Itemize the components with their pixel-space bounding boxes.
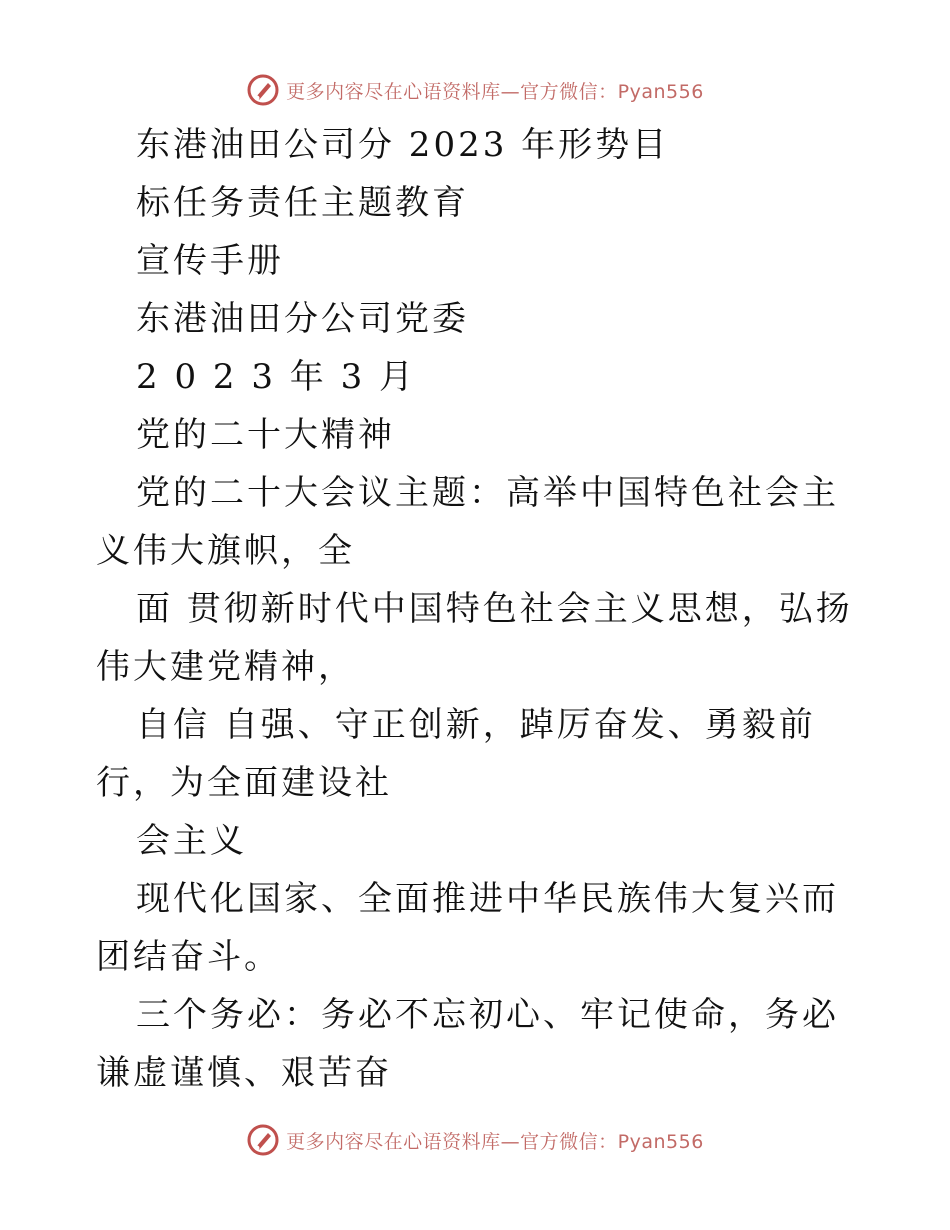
paragraph: 现代化国家、全面推进中华民族伟大复兴而团结奋斗。 [96, 879, 839, 977]
paragraph: 东港油田分公司党委 [136, 299, 469, 339]
paragraph: 党的二十大会议主题：高举中国特色社会主义伟大旗帜，全 [96, 473, 839, 571]
paragraph: 2 0 2 3 年 3 月 [136, 357, 417, 397]
paragraph: 会主义 [136, 821, 247, 861]
footer-banner-text: 更多内容尽在心语资料库—官方微信：Pyan556 [286, 1130, 704, 1153]
paragraph: 标任务责任主题教育 [136, 183, 469, 223]
paragraph: 党的二十大精神 [136, 415, 395, 455]
paragraph: 面 贯彻新时代中国特色社会主义思想，弘扬伟大建党精神， [96, 589, 853, 687]
pen-logo-icon [246, 73, 280, 107]
paragraph: 东港油田公司分 2023 年形势目 [136, 125, 670, 165]
paragraph: 宣传手册 [136, 241, 284, 281]
paragraph: 三个务必：务必不忘初心、牢记使命，务必谦虚谨慎、艰苦奋 [96, 995, 839, 1093]
footer-banner [0, 1118, 950, 1162]
pen-logo-icon [246, 1123, 280, 1157]
document-body [96, 116, 856, 1102]
paragraph: 自信 自强、守正创新，踔厉奋发、勇毅前行，为全面建设社 [96, 705, 816, 803]
header-banner [0, 68, 950, 112]
header-banner-text: 更多内容尽在心语资料库—官方微信：Pyan556 [286, 80, 704, 103]
